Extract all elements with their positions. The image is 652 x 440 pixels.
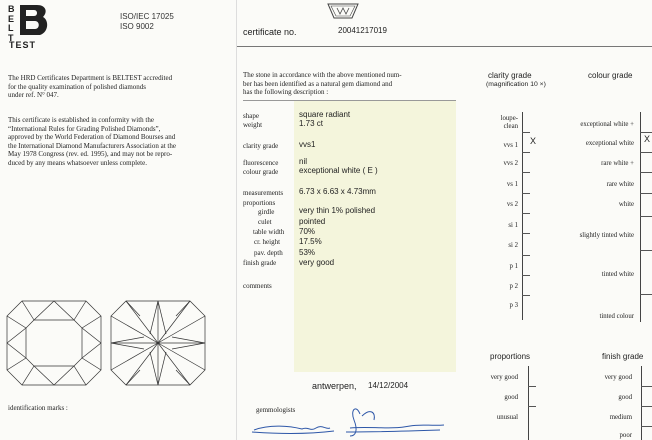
colour-tick [640, 172, 652, 173]
diamond-pavilion-diagram [110, 300, 206, 386]
beltest-logo [8, 4, 48, 50]
finish-scale-title: finish grade [602, 352, 644, 361]
text-line: ber has been identified as a natural gem diamond and [243, 79, 393, 88]
clarity-grade-vs1: vs 1 [506, 181, 518, 188]
clarity-tick [522, 255, 530, 256]
clarity-mark: X [530, 136, 537, 146]
clarity-grade-p3: p 3 [509, 302, 518, 309]
field-label-crown-height: cr. height [254, 238, 281, 246]
text-line: the International Diamond Manufacturers Association at the [8, 141, 176, 150]
colour-tick [640, 152, 652, 153]
proportions-scale-title: proportions [490, 352, 531, 361]
text-line: “International Rules for Grading Polished Diamonds”, [8, 124, 161, 133]
colour-tick [640, 132, 652, 133]
text-line: The stone in accordance with the above mentioned num- [243, 71, 402, 79]
finish-scale-axis [641, 366, 642, 440]
clarity-tick [522, 275, 530, 276]
text-line: This certificate is established in conformity with the [8, 116, 154, 124]
iso-17025: ISO/IEC 17025 [120, 12, 174, 21]
hrd-emblem-icon [325, 2, 361, 20]
clarity-scale-axis [522, 112, 523, 320]
colour-scale-title: colour grade [588, 71, 633, 80]
field-value-shape: square radiant [299, 110, 351, 119]
colour-grade-tinted-colour: tinted colour [599, 313, 634, 320]
field-label-table-width: table width [253, 228, 285, 236]
clarity-tick [522, 295, 530, 296]
clarity-grade-vvs2: vvs 2 [503, 160, 518, 167]
field-label-colour: colour grade [243, 168, 279, 176]
colour-mark: X [644, 134, 651, 144]
certificate-number: 20041217019 [338, 26, 387, 35]
field-value-colour: exceptional white ( E ) [299, 166, 378, 175]
clarity-tick [522, 193, 530, 194]
colour-scale-axis [640, 112, 641, 322]
text-line: May 1978 Congress (rev. ed. 1995), and may not be repro- [8, 150, 173, 159]
colour-tick [640, 216, 652, 217]
clarity-grade-vvs1: vvs 1 [503, 142, 518, 149]
field-label-clarity: clarity grade [243, 142, 279, 150]
clarity-grade-p2: p 2 [509, 283, 518, 290]
clarity-tick [522, 132, 530, 133]
description-top-rule [243, 100, 456, 101]
colour-grade-tinted-white: tinted white [601, 271, 634, 278]
clarity-scale-subtitle: (magnification 10 ×) [486, 81, 546, 88]
text-line: has the following description : [243, 88, 329, 97]
colour-tick [640, 193, 652, 194]
diamond-crown-diagram [6, 300, 102, 386]
field-label-shape: shape [243, 112, 259, 120]
field-label-girdle: girdle [258, 208, 275, 216]
proportions-grade-very-good: very good [490, 374, 518, 381]
field-label-weight: weight [243, 121, 263, 129]
clarity-grade-p1: p 1 [509, 263, 518, 270]
finish-grade-good: good [618, 394, 632, 401]
field-label-pavilion-depth: pav. depth [254, 249, 283, 257]
field-label-comments: comments [243, 282, 272, 290]
text-line: approved by the World Federation of Diamond Bourses and [8, 133, 176, 142]
beltest-b-mark-icon [20, 5, 50, 41]
colour-grade-rare-white: rare white [606, 181, 634, 188]
proportions-tick [528, 386, 536, 387]
field-label-culet: culet [258, 218, 272, 226]
text-line: under ref. N° 047. [8, 91, 59, 100]
proportions-tick [528, 406, 536, 407]
proportions-scale-axis [528, 366, 529, 440]
colour-tick [640, 250, 652, 251]
colour-grade-exceptional-white-plus: exceptional white + [580, 121, 634, 128]
finish-grade-poor: poor [619, 432, 632, 439]
finish-grade-medium: medium [609, 414, 632, 421]
text-line: for the quality examination of polished diamonds [8, 82, 147, 91]
clarity-tick [522, 233, 530, 234]
intro-text [243, 71, 455, 97]
finish-tick [641, 426, 652, 427]
place-city: antwerpen, [312, 381, 357, 391]
clarity-tick [522, 172, 530, 173]
clarity-grade-si2: si 2 [508, 242, 518, 249]
field-value-clarity: vvs1 [299, 140, 316, 149]
column-divider [236, 0, 237, 440]
clarity-tick [522, 152, 530, 153]
clarity-grade-clean: clean [503, 123, 518, 130]
field-value-finish: very good [299, 258, 335, 267]
logo-letter-b: B [8, 4, 16, 14]
field-value-pavilion-depth: 53% [299, 248, 316, 257]
logo-letter-l: L [8, 23, 15, 33]
finish-tick [641, 406, 652, 407]
clarity-grade-loupe: loupe- [500, 115, 518, 122]
field-label-measurements: measurements [243, 189, 284, 197]
accreditation-text [8, 74, 228, 100]
colour-grade-rare-white-plus: rare white + [601, 160, 634, 167]
proportions-grade-good: good [504, 394, 518, 401]
field-value-crown-height: 17.5% [299, 237, 322, 246]
field-value-table-width: 70% [299, 227, 316, 236]
colour-grade-white: white [618, 201, 634, 208]
conformity-text [8, 116, 233, 168]
clarity-tick [522, 213, 530, 214]
top-divider [237, 46, 652, 47]
clarity-grade-vs2: vs 2 [506, 201, 518, 208]
identification-marks-label: identification marks : [8, 404, 68, 412]
signatures-icon [250, 396, 450, 440]
field-label-finish: finish grade [243, 259, 277, 267]
field-value-measurements: 6.73 x 6.63 x 4.73mm [299, 187, 376, 196]
colour-grade-exceptional-white: exceptional white [585, 140, 634, 147]
field-label-proportions: proportions [243, 199, 276, 207]
gemmologists-label: gemmologists [256, 406, 296, 414]
text-line: The HRD Certificates Department is BELTEST accredited [8, 74, 173, 82]
certificate-label: certificate no. [243, 27, 297, 37]
proportions-grade-unusual: unusual [496, 414, 518, 421]
field-value-girdle: very thin 1% polished [299, 206, 376, 215]
field-value-weight: 1.73 ct [299, 119, 324, 128]
logo-word: TEST [9, 40, 37, 50]
clarity-scale-title: clarity grade [488, 71, 532, 80]
field-label-fluorescence: fluorescence [243, 159, 279, 167]
finish-tick [641, 386, 652, 387]
field-value-fluorescence: nil [299, 157, 308, 166]
description-panel [294, 100, 456, 372]
logo-letter-t: T [8, 32, 15, 43]
colour-grade-slightly-tinted-white: slightly tinted white [579, 232, 634, 239]
clarity-grade-si1: si 1 [508, 222, 518, 229]
iso-standards [120, 12, 174, 31]
text-line: duced by any means whatsoever unless complete. [8, 158, 147, 167]
finish-grade-very-good: very good [604, 374, 632, 381]
logo-letter-e: E [8, 13, 16, 24]
colour-tick [640, 294, 652, 295]
field-value-culet: pointed [299, 217, 326, 226]
iso-9002: ISO 9002 [120, 21, 154, 31]
place-date: 14/12/2004 [368, 381, 409, 390]
